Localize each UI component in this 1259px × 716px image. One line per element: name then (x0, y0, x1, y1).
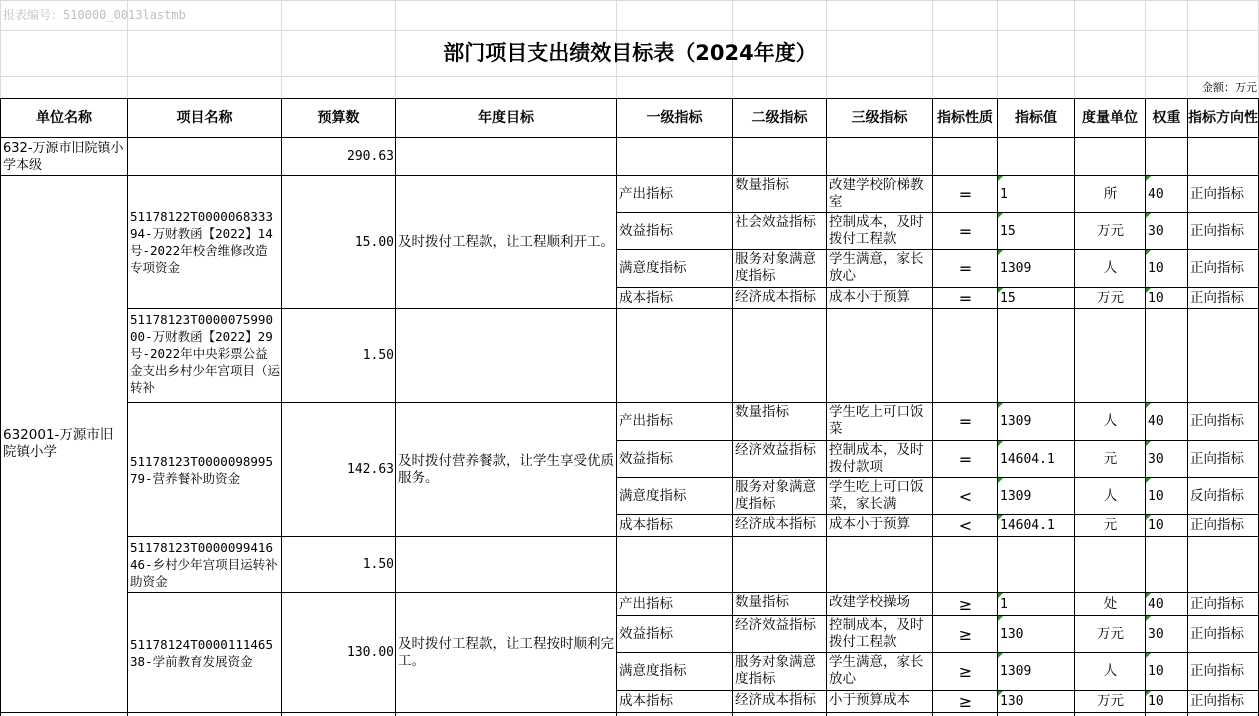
table-border (0, 98, 1, 716)
measure-unit[interactable]: 元 (1103, 517, 1118, 533)
cell-comment-marker (1146, 403, 1151, 408)
level1-indicator[interactable]: 产出指标 (619, 595, 673, 612)
budget-cell[interactable]: 130.00 (347, 645, 394, 660)
table-border (395, 98, 396, 716)
column-header[interactable]: 一级指标 (646, 110, 703, 126)
level1-indicator[interactable]: 效益指标 (619, 625, 673, 642)
indicator-weight[interactable]: 10 (1148, 290, 1164, 306)
grid-line (0, 0, 1, 98)
indicator-nature[interactable]: = (958, 259, 973, 278)
column-header[interactable]: 指标方向性 (1188, 110, 1258, 126)
grid-line (0, 76, 1259, 77)
indicator-nature[interactable]: ≥ (958, 692, 973, 711)
level3-indicator[interactable]: 学生吃上可口饭菜 (829, 404, 924, 437)
level2-indicator[interactable]: 服务对象满意度指标 (735, 479, 816, 512)
indicator-direction[interactable]: 正向指标 (1190, 450, 1244, 467)
indicator-direction[interactable]: 正向指标 (1190, 289, 1244, 306)
project-name-cell[interactable]: 51178122T000006833394-万财教函【2022】14号-2022年校舍维修改造专项资金 (130, 209, 273, 275)
level2-indicator[interactable]: 经济成本指标 (735, 516, 816, 532)
table-border (732, 98, 733, 716)
table-border (127, 98, 128, 716)
indicator-value[interactable]: 130 (1000, 694, 1024, 709)
level1-indicator[interactable]: 成本指标 (619, 517, 673, 533)
level2-indicator[interactable]: 经济效益指标 (735, 442, 816, 458)
indicator-direction[interactable]: 正向指标 (1190, 693, 1244, 709)
cell-comment-marker (1146, 691, 1151, 696)
indicator-weight[interactable]: 10 (1148, 261, 1164, 276)
level3-indicator[interactable]: 学生满意，家长放心 (829, 654, 924, 687)
cell-comment-marker (998, 616, 1003, 621)
level1-indicator[interactable]: 满意度指标 (619, 260, 687, 276)
indicator-nature[interactable]: < (958, 516, 973, 535)
budget-cell[interactable]: 1.50 (362, 348, 394, 363)
project-name-cell[interactable]: 51178123T000007599000-万财教函【2022】29号-2022年中央彩票公益金支出乡村少年宫项目（运转补 (130, 312, 280, 395)
cell-comment-marker (998, 250, 1003, 255)
indicator-value[interactable]: 15 (1000, 223, 1016, 239)
indicator-nature[interactable]: = (958, 449, 973, 469)
cell-comment-marker (998, 691, 1003, 696)
table-border (616, 98, 617, 716)
indicator-value[interactable]: 15 (1000, 290, 1016, 306)
level3-indicator[interactable]: 改建学校操场 (829, 594, 910, 610)
indicator-weight[interactable]: 30 (1148, 451, 1164, 467)
indicator-direction[interactable]: 正向指标 (1190, 185, 1244, 202)
level1-indicator[interactable]: 满意度指标 (619, 663, 687, 679)
measure-unit[interactable]: 元 (1103, 450, 1118, 467)
indicator-direction[interactable]: 正向指标 (1190, 663, 1244, 679)
sub-unit-name-cell[interactable]: 632001-万源市旧院镇小学 (3, 427, 114, 460)
indicator-value[interactable]: 1309 (1000, 488, 1032, 504)
cell-comment-marker (1146, 213, 1151, 218)
level2-indicator[interactable]: 数量指标 (735, 404, 789, 420)
cell-comment-marker (1146, 176, 1151, 181)
indicator-direction[interactable]: 正向指标 (1190, 413, 1244, 429)
indicator-weight[interactable]: 40 (1148, 186, 1164, 202)
table-border (1074, 98, 1075, 716)
column-header[interactable]: 指标值 (1015, 110, 1057, 126)
budget-cell[interactable]: 15.00 (354, 234, 394, 250)
column-header[interactable]: 度量单位 (1082, 110, 1138, 126)
budget-cell[interactable]: 142.63 (347, 462, 394, 477)
measure-unit[interactable]: 处 (1103, 595, 1118, 612)
indicator-value[interactable]: 1 (1000, 186, 1008, 202)
annual-goal-cell[interactable]: 及时拨付工程款，让工程顺利开工。 (398, 233, 614, 250)
measure-unit[interactable]: 人 (1103, 663, 1118, 679)
level3-indicator[interactable]: 成本小于预算 (829, 289, 910, 305)
level3-indicator[interactable]: 改建学校阶梯教室 (829, 177, 924, 210)
level3-indicator[interactable]: 学生满意，家长放心 (829, 251, 924, 284)
measure-unit[interactable]: 人 (1103, 413, 1118, 429)
column-header[interactable]: 二级指标 (751, 110, 808, 126)
project-name-cell[interactable]: 51178123T000009941646-乡村少年宫项目运转补助资金 (130, 540, 278, 589)
level1-indicator[interactable]: 成本指标 (619, 289, 673, 306)
indicator-value[interactable]: 1309 (1000, 261, 1032, 276)
indicator-direction[interactable]: 正向指标 (1190, 517, 1244, 533)
report-code[interactable]: 报表编号：510000_0013lastmb (3, 8, 186, 22)
indicator-nature[interactable]: = (958, 221, 973, 241)
indicator-weight[interactable]: 10 (1148, 664, 1164, 679)
indicator-direction[interactable]: 正向指标 (1190, 595, 1244, 612)
indicator-value[interactable]: 130 (1000, 626, 1024, 642)
budget-cell[interactable]: 1.50 (362, 557, 394, 572)
indicator-direction[interactable]: 正向指标 (1190, 222, 1244, 239)
measure-unit[interactable]: 万元 (1097, 693, 1124, 709)
level2-indicator[interactable]: 经济成本指标 (735, 692, 816, 708)
table-border (826, 98, 827, 716)
page-title[interactable]: 部门项目支出绩效目标表（2024年度） (443, 41, 817, 65)
unit-name-cell[interactable]: 632-万源市旧院镇小学本级 (3, 140, 124, 173)
indicator-value[interactable]: 14604.1 (1000, 451, 1055, 467)
level3-indicator[interactable]: 控制成本，及时拨付工程款 (829, 214, 924, 247)
indicator-weight[interactable]: 10 (1148, 518, 1164, 533)
level3-indicator[interactable]: 控制成本，及时拨付工程款 (829, 617, 924, 650)
level2-indicator[interactable]: 社会效益指标 (735, 214, 816, 230)
level2-indicator[interactable]: 服务对象满意度指标 (735, 251, 816, 284)
indicator-weight[interactable]: 40 (1148, 414, 1164, 429)
indicator-value[interactable]: 1309 (1000, 414, 1032, 429)
measure-unit[interactable]: 万元 (1097, 625, 1124, 642)
indicator-weight[interactable]: 30 (1148, 626, 1164, 642)
cell-comment-marker (998, 441, 1003, 446)
indicator-weight[interactable]: 30 (1148, 223, 1164, 239)
project-name-cell[interactable]: 51178123T000009899579-营养餐补助资金 (130, 453, 273, 486)
measure-unit[interactable]: 万元 (1097, 289, 1124, 306)
level3-indicator[interactable]: 控制成本，及时拨付款项 (829, 442, 924, 475)
level1-indicator[interactable]: 效益指标 (619, 222, 673, 239)
annual-goal-cell[interactable]: 及时拨付营养餐款，让学生享受优质服务。 (398, 452, 614, 486)
level2-indicator[interactable]: 经济效益指标 (735, 617, 816, 633)
cell-comment-marker (1146, 288, 1151, 293)
cell-comment-marker (1146, 593, 1151, 598)
cell-comment-marker (998, 593, 1003, 598)
indicator-nature[interactable]: ≥ (958, 624, 973, 644)
column-header[interactable]: 预算数 (317, 110, 360, 126)
amount-unit-label[interactable]: 金额：万元 (1202, 81, 1257, 94)
indicator-weight[interactable]: 10 (1148, 694, 1164, 709)
column-header[interactable]: 年度目标 (478, 110, 534, 126)
indicator-nature[interactable]: < (958, 486, 973, 506)
indicator-nature[interactable]: = (958, 412, 973, 431)
cell-comment-marker (1146, 653, 1151, 658)
table-border (0, 137, 1259, 138)
column-header[interactable]: 单位名称 (36, 110, 92, 126)
indicator-value[interactable]: 1 (1000, 596, 1008, 612)
level1-indicator[interactable]: 产出指标 (619, 413, 673, 429)
table-border (0, 712, 1259, 713)
level2-indicator[interactable]: 经济成本指标 (735, 289, 816, 305)
indicator-weight[interactable]: 10 (1148, 488, 1164, 504)
table-border (281, 98, 282, 716)
measure-unit[interactable]: 万元 (1097, 222, 1124, 239)
indicator-value[interactable]: 1309 (1000, 664, 1032, 679)
cell-comment-marker (1146, 250, 1151, 255)
cell-comment-marker (998, 213, 1003, 218)
cell-comment-marker (1146, 616, 1151, 621)
cell-comment-marker (1146, 441, 1151, 446)
cell-comment-marker (998, 288, 1003, 293)
level2-indicator[interactable]: 数量指标 (735, 594, 789, 610)
column-header[interactable]: 权重 (1152, 110, 1181, 126)
level3-indicator[interactable]: 小于预算成本 (829, 692, 910, 708)
budget-cell[interactable]: 290.63 (347, 149, 394, 164)
column-header[interactable]: 项目名称 (176, 110, 233, 126)
level1-indicator[interactable]: 成本指标 (619, 693, 673, 709)
level3-indicator[interactable]: 学生吃上可口饭菜，家长满 (829, 479, 924, 512)
table-border (1187, 98, 1188, 716)
cell-comment-marker (998, 515, 1003, 520)
cell-comment-marker (998, 403, 1003, 408)
project-name-cell[interactable]: 51178124T000011146538-学前教育发展资金 (130, 636, 273, 669)
indicator-direction[interactable]: 正向指标 (1190, 260, 1244, 276)
indicator-direction[interactable]: 正向指标 (1190, 625, 1244, 642)
table-border (932, 98, 933, 716)
indicator-nature[interactable]: ≥ (958, 594, 973, 614)
annual-goal-cell[interactable]: 及时拨付工程款，让工程按时顺利完工。 (398, 635, 614, 669)
indicator-nature[interactable]: = (958, 288, 973, 308)
indicator-nature[interactable]: ≥ (958, 662, 973, 681)
column-header[interactable]: 三级指标 (851, 110, 908, 126)
measure-unit[interactable]: 人 (1103, 487, 1118, 504)
indicator-direction[interactable]: 反向指标 (1190, 487, 1244, 504)
indicator-nature[interactable]: = (958, 184, 973, 204)
cell-comment-marker (998, 653, 1003, 658)
column-header[interactable]: 指标性质 (937, 110, 993, 126)
measure-unit[interactable]: 人 (1103, 260, 1118, 276)
measure-unit[interactable]: 所 (1103, 185, 1118, 202)
level1-indicator[interactable]: 效益指标 (619, 450, 673, 467)
indicator-weight[interactable]: 40 (1148, 596, 1164, 612)
level2-indicator[interactable]: 服务对象满意度指标 (735, 654, 816, 687)
level1-indicator[interactable]: 产出指标 (619, 185, 673, 202)
indicator-value[interactable]: 14604.1 (1000, 518, 1055, 533)
cell-comment-marker (998, 478, 1003, 483)
cell-comment-marker (1146, 478, 1151, 483)
cell-comment-marker (1146, 515, 1151, 520)
level1-indicator[interactable]: 满意度指标 (619, 487, 687, 504)
level3-indicator[interactable]: 成本小于预算 (829, 516, 910, 532)
level2-indicator[interactable]: 数量指标 (735, 177, 789, 193)
cell-comment-marker (998, 176, 1003, 181)
